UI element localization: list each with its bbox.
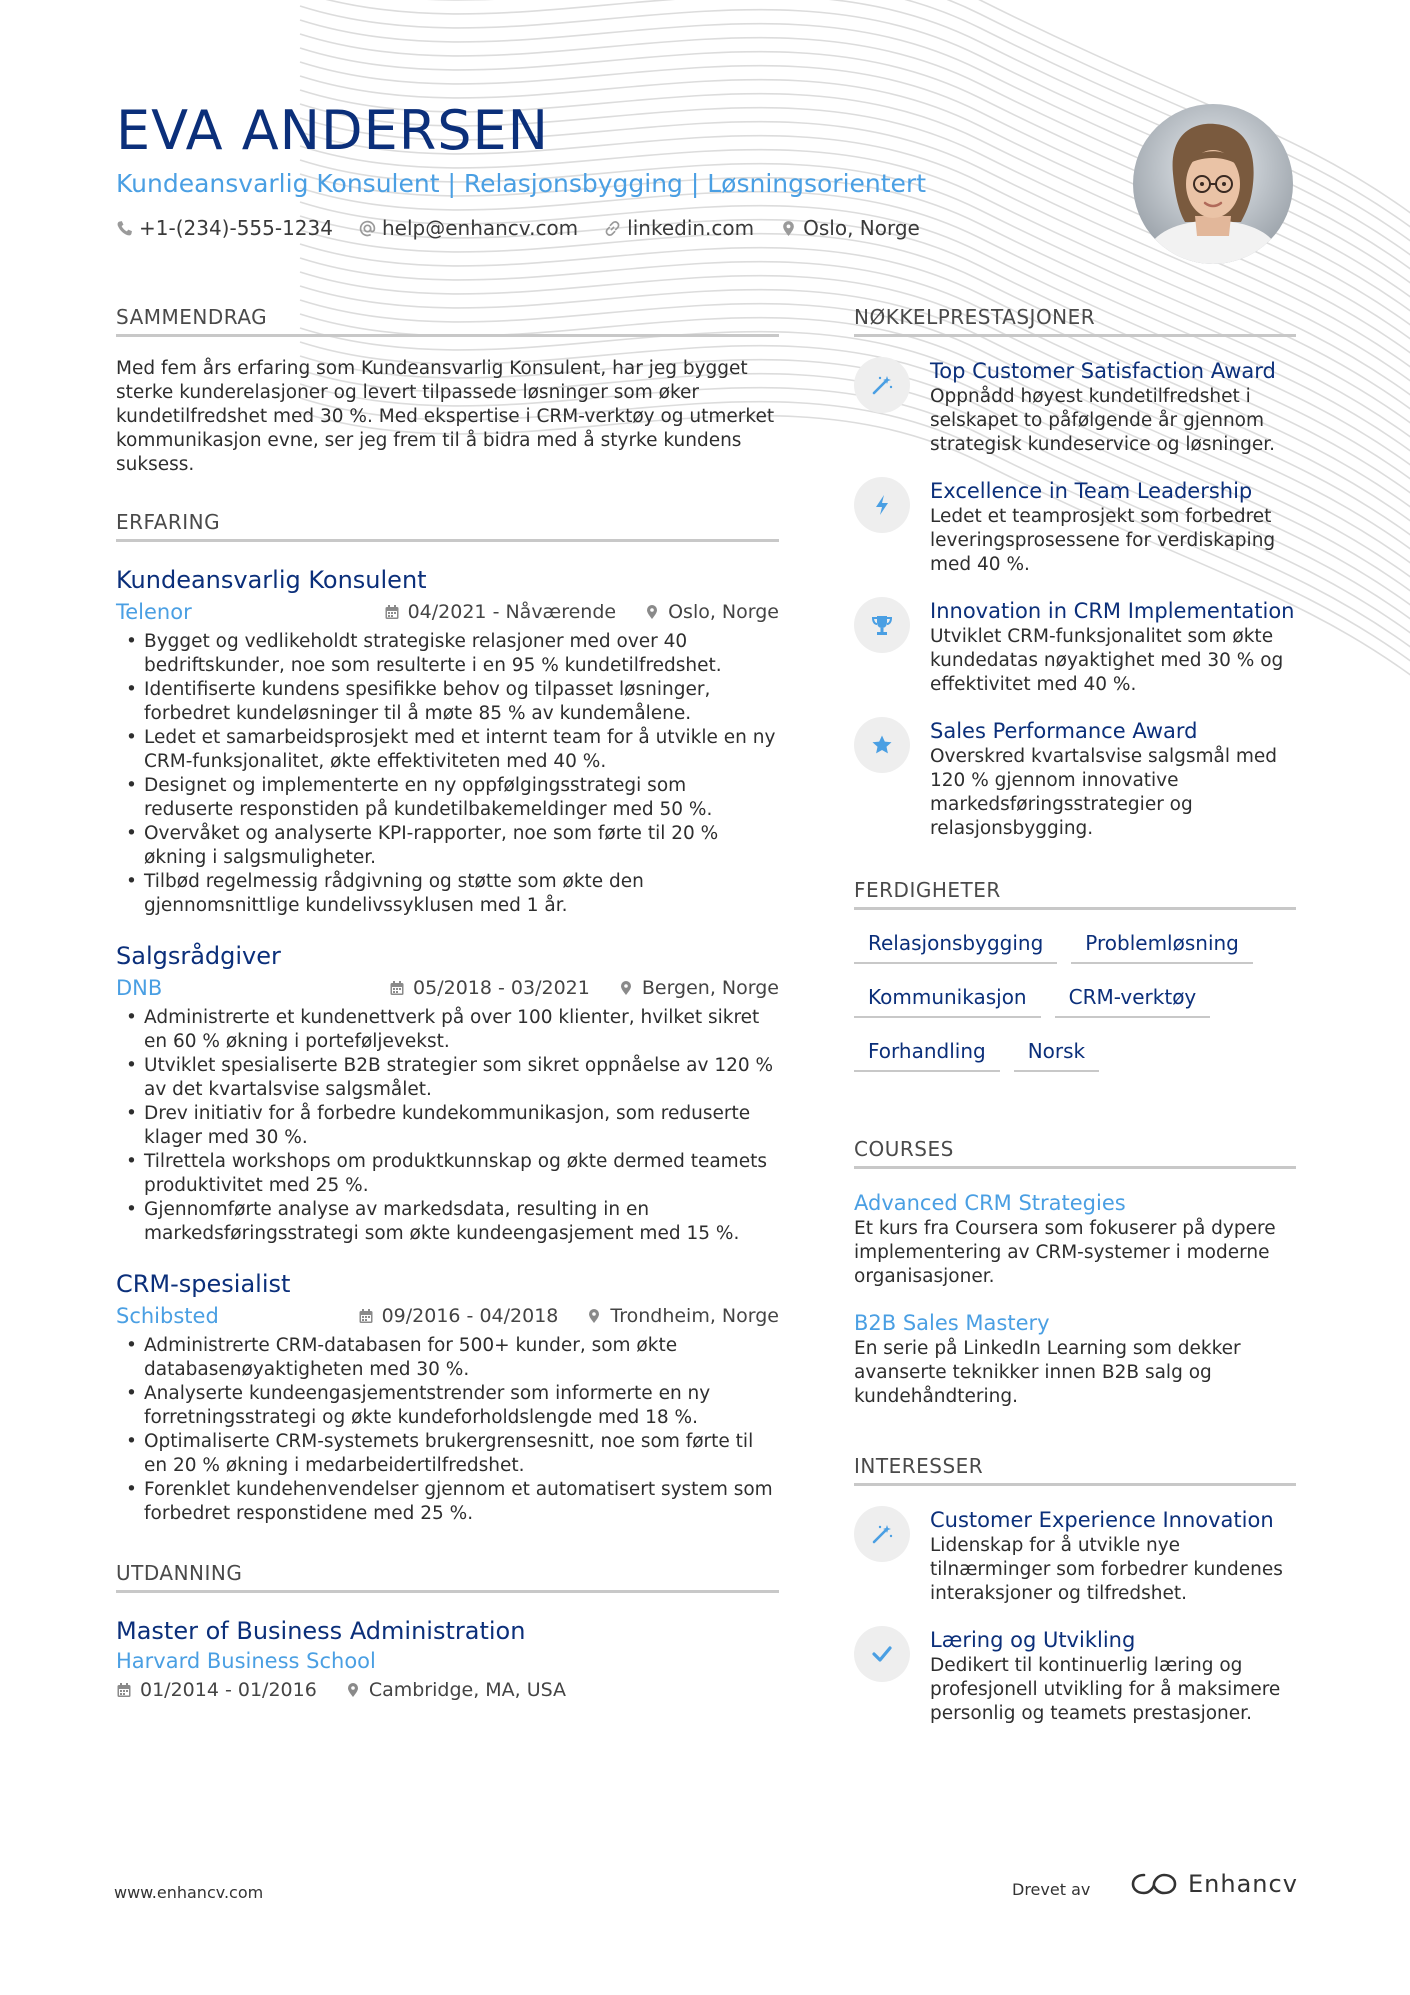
achievements-list: [854, 357, 1296, 841]
interests-description: Dedikert til kontinuerlig læring og profesjonell utvikling for å maksimere personlig og teamets prestasjoner.: [930, 1655, 1281, 1724]
job-bullet: • Administrerte et kundenettverk på over 100 klienter, hvilket sikret en 60 % økning i porteføljevekst.: [116, 1006, 779, 1054]
job-title: Salgsrådgiver: [116, 942, 281, 970]
brand-name: Enhancv: [1188, 1870, 1298, 1898]
job-meta: [116, 1302, 779, 1330]
education-dates-text: 01/2014 - 01/2016: [140, 1679, 317, 1701]
job-entry: [116, 564, 779, 918]
course-title: B2B Sales Mastery: [854, 1311, 1050, 1335]
achievements-item: [854, 597, 1296, 697]
magic-wand-icon: [854, 357, 910, 413]
trophy-icon: [854, 597, 910, 653]
contact-list: [116, 216, 1116, 240]
contact-linkedin[interactable]: [604, 216, 754, 240]
contact-location: [780, 216, 920, 240]
job-bullets: [116, 630, 779, 918]
skill-tag: Relasjonsbygging: [854, 924, 1057, 964]
footer-powered-by: Drevet av: [1012, 1880, 1091, 1899]
calendar-icon: [384, 604, 400, 620]
interests-section-title: INTERESSER: [854, 1453, 1296, 1486]
achievements-item: [854, 717, 1296, 841]
interests-item: [854, 1506, 1296, 1606]
course-item: [854, 1189, 1296, 1289]
interests-list: [854, 1506, 1296, 1726]
job-bullet: • Identifiserte kundens spesifikke behov og tilpasset løsninger, forbedret kundeløsninger til å møte 85 % av kundemålene.: [116, 678, 779, 726]
job-entry: [116, 940, 779, 1246]
skills-section-title: FERDIGHETER: [854, 877, 1296, 910]
contact-email-text: help@enhancv.com: [381, 216, 579, 240]
skill-tag: CRM-verktøy: [1055, 978, 1211, 1018]
course-description: Et kurs fra Coursera som fokuserer på dypere implementering av CRM-systemer i moderne organisasjoner.: [854, 1218, 1276, 1287]
experience-list: [116, 564, 779, 1526]
location-icon: [345, 1682, 361, 1698]
calendar-icon: [116, 1682, 132, 1698]
interests-text: [930, 1626, 1296, 1726]
company-name: DNB: [116, 976, 163, 1000]
job-bullet: • Forenklet kundehenvendelser gjennom et automatisert system som forbedret responstidene med 25 %.: [116, 1478, 779, 1526]
job-bullet: • Drev initiativ for å forbedre kundekommunikasjon, som reduserte klager med 30 %.: [116, 1102, 779, 1150]
job-dates: [384, 601, 617, 623]
interests-description: Lidenskap for å utvikle nye tilnærminger som forbedrer kundenes interaksjoner og tilfredshet.: [930, 1535, 1283, 1604]
footer-website[interactable]: www.enhancv.com: [114, 1883, 264, 1902]
job-bullet: • Tilbød regelmessig rådgivning og støtte som økte den gjennomsnittlige kundelivssyklusen med 1 år.: [116, 870, 779, 918]
achievements-item: [854, 357, 1296, 457]
school-name: Harvard Business School: [116, 1649, 376, 1673]
achievements-section-title: NØKKELPRESTASJONER: [854, 304, 1296, 337]
job-meta-right: [356, 601, 779, 623]
achievements-text: [930, 717, 1296, 841]
job-bullets: [116, 1334, 779, 1526]
location-icon: [586, 1308, 602, 1324]
candidate-headline: Kundeansvarlig Konsulent | Relasjonsbygging | Løsningsorientert: [116, 169, 927, 198]
location-icon: [644, 604, 660, 620]
job-dates: [389, 977, 590, 999]
phone-icon: [116, 220, 133, 237]
education-entry: [116, 1615, 779, 1701]
summary-text: Med fem års erfaring som Kundeansvarlig Konsulent, har jeg bygget sterke kunderelasjoner og levert tilpassede løsninger som øker kundetilfredshet med 30 %. Med ekspertise i CRM-verktøy og utmerket kommunikasjon evne, ser jeg frem til å bidra med å styrke kundens suksess.: [116, 358, 775, 475]
courses-list: [854, 1189, 1296, 1409]
portrait-photo: [1133, 104, 1293, 264]
job-dates-text: 04/2021 - Nåværende: [407, 601, 617, 623]
magic-wand-icon: [854, 1506, 910, 1562]
job-bullet: • Administrerte CRM-databasen for 500+ kunder, som økte databasenøyaktigheten med 30 %.: [116, 1334, 779, 1382]
interests-title: Customer Experience Innovation: [930, 1508, 1274, 1532]
candidate-name: EVA ANDERSEN: [116, 99, 550, 162]
achievements-description: Overskred kvartalsvise salgsmål med 120 % gjennom innovative markedsføringsstrategier og relasjonsbygging.: [930, 746, 1278, 839]
contact-email[interactable]: [359, 216, 578, 240]
summary-section-title: SAMMENDRAG: [116, 304, 779, 337]
avatar: [1133, 104, 1293, 264]
contact-linkedin-text: linkedin.com: [627, 216, 755, 240]
achievements-title: Top Customer Satisfaction Award: [930, 359, 1276, 383]
education-location: [345, 1679, 566, 1701]
skill-tag: Problemløsning: [1071, 924, 1253, 964]
course-description: En serie på LinkedIn Learning som dekker avanserte teknikker innen B2B salg og kundehåndtering.: [854, 1338, 1241, 1407]
job-location-text: Bergen, Norge: [641, 977, 779, 999]
location-icon: [618, 980, 634, 996]
job-location: [644, 601, 779, 623]
job-bullet: • Optimaliserte CRM-systemets brukergrensesnitt, noe som førte til en 20 % økning i medarbeidertilfredshet.: [116, 1430, 779, 1478]
job-meta-right: [361, 977, 779, 999]
skills-list: [854, 924, 1296, 1086]
degree-title: Master of Business Administration: [116, 1617, 526, 1645]
achievements-description: Oppnådd høyest kundetilfredshet i selskapet to påfølgende år gjennom strategisk kundeservice og løsninger.: [930, 386, 1275, 455]
courses-section-title: COURSES: [854, 1136, 1296, 1169]
achievements-text: [930, 597, 1296, 697]
right-column: [854, 304, 1296, 1726]
interests-item: [854, 1626, 1296, 1726]
education-section-title: UTDANNING: [116, 1560, 779, 1593]
job-bullet: • Designet og implementerte en ny oppfølgingsstrategi som reduserte responstiden på kundetilbakemeldinger med 50 %.: [116, 774, 779, 822]
job-location-text: Trondheim, Norge: [610, 1305, 779, 1327]
job-bullet: • Gjennomførte analyse av markedsdata, resulting in en markedsføringsstrategi som økte kundeengasjement med 15 %.: [116, 1198, 779, 1246]
education-location-text: Cambridge, MA, USA: [368, 1679, 567, 1701]
left-column: [116, 304, 779, 1701]
link-icon: [604, 220, 621, 237]
job-meta: [116, 598, 779, 626]
course-item: [854, 1309, 1296, 1409]
skill-tag: Forhandling: [854, 1032, 1000, 1072]
contact-phone-text: +1-(234)-555-1234: [139, 216, 333, 240]
skill-tag: Norsk: [1014, 1032, 1099, 1072]
job-meta-right: [330, 1305, 779, 1327]
company-name: Telenor: [116, 600, 192, 624]
achievements-item: [854, 477, 1296, 577]
job-bullets: [116, 1006, 779, 1246]
job-dates-text: 05/2018 - 03/2021: [413, 977, 590, 999]
job-location-text: Oslo, Norge: [668, 601, 779, 623]
job-title: Kundeansvarlig Konsulent: [116, 566, 427, 594]
lightning-bolt-icon: [854, 477, 910, 533]
job-bullet: • Bygget og vedlikeholdt strategiske relasjoner med over 40 bedriftskunder, noe som resulterte i en 95 % kundetilfredshet.: [116, 630, 779, 678]
job-location: [618, 977, 779, 999]
skill-tag: Kommunikasjon: [854, 978, 1041, 1018]
job-bullet: • Ledet et samarbeidsprosjekt med et internt team for å utvikle en ny CRM-funksjonalitet, økte effektiviteten med 40 %.: [116, 726, 779, 774]
contact-location-text: Oslo, Norge: [803, 216, 920, 240]
achievements-title: Innovation in CRM Implementation: [930, 599, 1295, 623]
star-icon: [854, 717, 910, 773]
achievements-text: [930, 357, 1296, 457]
job-bullet: • Utviklet spesialiserte B2B strategier som sikret oppnåelse av 120 % av det kvartalsvise salgsmålet.: [116, 1054, 779, 1102]
calendar-icon: [389, 980, 405, 996]
resume-header: [116, 100, 1116, 240]
achievements-description: Ledet et teamprosjekt som forbedret leveringsprosessene for verdiskaping med 40 %.: [930, 506, 1276, 575]
interests-text: [930, 1506, 1296, 1606]
education-meta: [116, 1679, 779, 1701]
company-name: Schibsted: [116, 1304, 219, 1328]
course-title: Advanced CRM Strategies: [854, 1191, 1126, 1215]
contact-phone[interactable]: [116, 216, 333, 240]
job-dates-text: 09/2016 - 04/2018: [381, 1305, 559, 1327]
job-bullet: • Tilrettela workshops om produktkunnskap og økte dermed teamets produktivitet med 25 %.: [116, 1150, 779, 1198]
job-bullet: • Overvåket og analyserte KPI-rapporter, noe som førte til 20 % økning i salgsmuligheter.: [116, 822, 779, 870]
job-location: [586, 1305, 779, 1327]
interests-title: Læring og Utvikling: [930, 1628, 1136, 1652]
education-dates: [116, 1679, 317, 1701]
enhancv-logo-icon: [1130, 1871, 1178, 1897]
achievements-title: Sales Performance Award: [930, 719, 1198, 743]
job-dates: [358, 1305, 559, 1327]
experience-section-title: ERFARING: [116, 509, 779, 542]
achievements-description: Utviklet CRM-funksjonalitet som økte kundedatas nøyaktighet med 30 % og effektivitet med 40 %.: [930, 626, 1284, 695]
job-title: CRM-spesialist: [116, 1270, 291, 1298]
achievements-title: Excellence in Team Leadership: [930, 479, 1253, 503]
job-entry: [116, 1268, 779, 1526]
job-meta: [116, 974, 779, 1002]
checkmark-icon: [854, 1626, 910, 1682]
achievements-text: [930, 477, 1296, 577]
job-bullet: • Analyserte kundeengasjementstrender som informerte en ny forretningsstrategi og økte kundeforholdslengde med 18 %.: [116, 1382, 779, 1430]
at-icon: [359, 220, 376, 237]
location-icon: [780, 220, 797, 237]
brand-logo[interactable]: [1130, 1870, 1298, 1898]
calendar-icon: [358, 1308, 374, 1324]
